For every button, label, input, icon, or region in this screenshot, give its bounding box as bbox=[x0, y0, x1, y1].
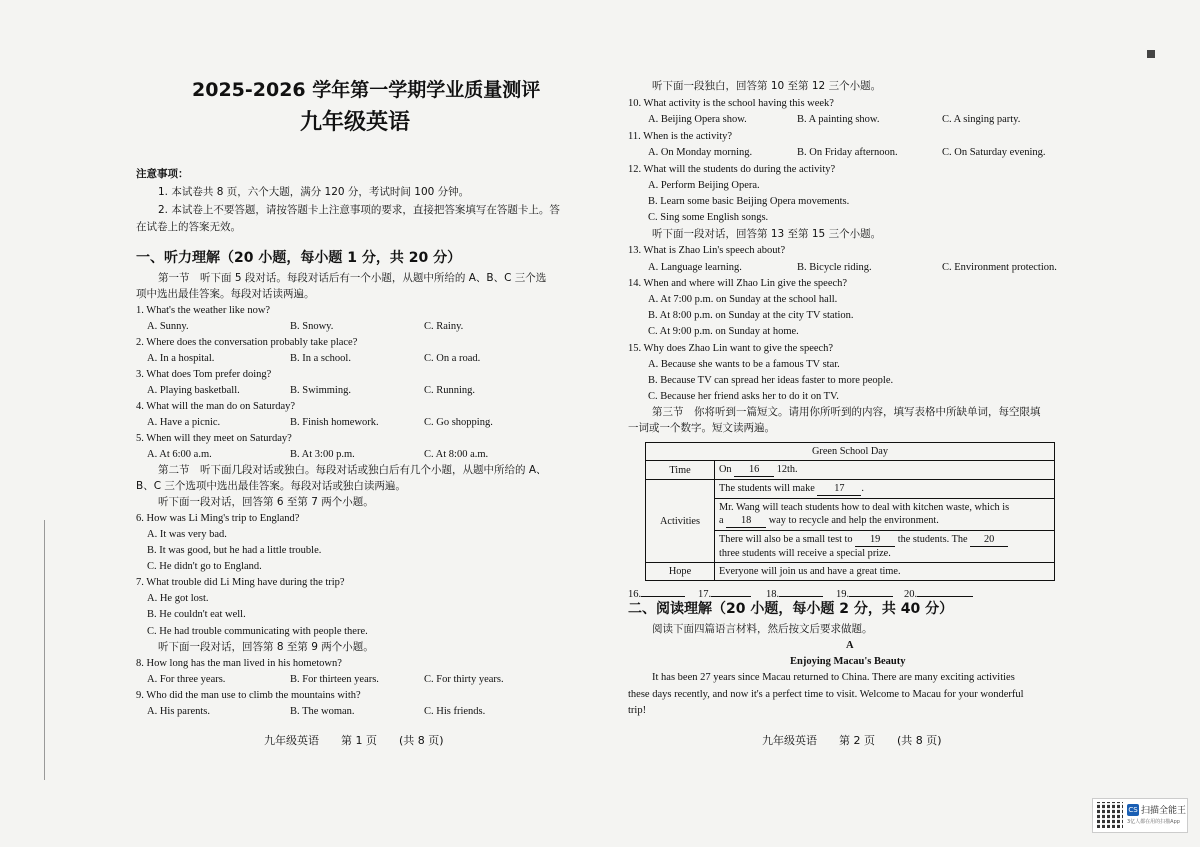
q14-option-b: B. At 8:00 p.m. on Sunday at the city TV station. bbox=[648, 310, 854, 321]
q15-option-b: B. Because TV can spread her ideas faster to more people. bbox=[648, 375, 894, 386]
activity-1-text: The students will make bbox=[719, 483, 815, 494]
page-1-footer: 九年级英语 第 1 页 (共 8 页) bbox=[264, 734, 444, 747]
part-3-instruction-b: 一词或一个数字。短文读两遍。 bbox=[628, 422, 775, 434]
answer-blank-19: 19. bbox=[836, 586, 893, 601]
notice-title: 注意事项： bbox=[136, 168, 189, 180]
activity-1-end: . bbox=[861, 483, 864, 494]
q8-option-b: B. For thirteen years. bbox=[290, 674, 379, 685]
exam-subject: 九年级英语 bbox=[300, 110, 411, 135]
exam-title: 2025-2026 学年第一学期学业质量测评 bbox=[192, 79, 541, 101]
q3-option-a: A. Playing basketball. bbox=[147, 385, 240, 396]
q15-option-a: A. Because she wants to be a famous TV star. bbox=[648, 359, 840, 370]
blank-16: 16 bbox=[734, 463, 774, 477]
q13-option-c: C. Environment protection. bbox=[942, 262, 1057, 273]
section-2-heading: 二、阅读理解（20 小题，每小题 2 分，共 40 分） bbox=[628, 601, 954, 617]
instruction-q10-q12: 听下面一段独白，回答第 10 至第 12 三个小题。 bbox=[652, 80, 882, 92]
activity-3-line-1 bbox=[719, 533, 1050, 547]
notice-2b: 在试卷上的答案无效。 bbox=[136, 221, 241, 233]
q15-option-c: C. Because her friend asks her to do it on TV. bbox=[648, 391, 839, 402]
q7-option-b: B. He couldn't eat well. bbox=[147, 609, 246, 620]
answer-blank-16: 16. bbox=[628, 586, 685, 601]
q5-option-c: C. At 8:00 a.m. bbox=[424, 449, 489, 460]
q11-option-a: A. On Monday morning. bbox=[648, 147, 753, 158]
table-time-cell bbox=[715, 461, 1055, 480]
instruction-q6-q7: 听下面一段对话，回答第 6 至第 7 两个小题。 bbox=[158, 496, 374, 508]
table-activity-3 bbox=[715, 531, 1055, 563]
question-13: 13. What is Zhao Lin's speech about? bbox=[628, 245, 786, 256]
instruction-q13-q15: 听下面一段对话，回答第 13 至第 15 三个小题。 bbox=[652, 228, 882, 240]
answer-blank-20: 20. bbox=[904, 586, 973, 601]
question-5: 5. When will they meet on Saturday? bbox=[136, 433, 292, 444]
reading-instruction: 阅读下面四篇语言材料，然后按文后要求做题。 bbox=[652, 623, 873, 635]
activity-2-prefix: a bbox=[719, 515, 724, 526]
activity-3-line-2: three students will receive a special prize. bbox=[719, 548, 891, 559]
blank-18: 18 bbox=[726, 514, 766, 528]
table-label-time: Time bbox=[646, 461, 715, 480]
qr-code-overlay bbox=[1097, 802, 1123, 828]
q10-option-a: A. Beijing Opera show. bbox=[648, 114, 747, 125]
question-9: 9. Who did the man use to climb the mountains with? bbox=[136, 690, 361, 701]
q2-option-c: C. On a road. bbox=[424, 353, 481, 364]
question-10: 10. What activity is the school having this week? bbox=[628, 98, 834, 109]
time-prefix: On bbox=[719, 464, 732, 475]
q9-option-b: B. The woman. bbox=[290, 706, 355, 717]
green-school-day-table bbox=[645, 442, 1055, 581]
q5-option-b: B. At 3:00 p.m. bbox=[290, 449, 355, 460]
question-2: 2. Where does the conversation probably take place? bbox=[136, 337, 358, 348]
question-15: 15. Why does Zhao Lin want to give the speech? bbox=[628, 343, 834, 354]
part-1-instruction-b: 项中选出最佳答案。每段对话读两遍。 bbox=[136, 288, 315, 300]
q12-option-a: A. Perform Beijing Opera. bbox=[648, 180, 760, 191]
answer-blank-17: 17. bbox=[698, 586, 751, 601]
q13-option-a: A. Language learning. bbox=[648, 262, 742, 273]
q8-option-a: A. For three years. bbox=[147, 674, 226, 685]
notice-2a: 2. 本试卷上不要答题，请按答题卡上注意事项的要求，直接把答案填写在答题卡上。答 bbox=[158, 204, 560, 216]
q2-option-a: A. In a hospital. bbox=[147, 353, 215, 364]
part-3-instruction-a: 第三节 你将听到一篇短文。请用你所听到的内容，填写表格中所缺单词，每空限填 bbox=[652, 406, 1041, 418]
q4-option-a: A. Have a picnic. bbox=[147, 417, 221, 428]
question-6: 6. How was Li Ming's trip to England? bbox=[136, 513, 300, 524]
notice-1: 1. 本试卷共 8 页，六个大题，满分 120 分，考试时间 100 分钟。 bbox=[158, 186, 470, 198]
part-2-instruction-b: B、C 三个选项中选出最佳答案。每段对话或独白读两遍。 bbox=[136, 480, 406, 492]
camscanner-logo-icon: CS bbox=[1128, 806, 1138, 814]
q11-option-b: B. On Friday afternoon. bbox=[797, 147, 898, 158]
question-7: 7. What trouble did Li Ming have during the trip? bbox=[136, 577, 345, 588]
table-title: Green School Day bbox=[646, 443, 1055, 461]
q3-option-c: C. Running. bbox=[424, 385, 476, 396]
question-1: 1. What's the weather like now? bbox=[136, 305, 271, 316]
activity-2-suffix: way to recycle and help the environment. bbox=[768, 515, 939, 526]
q1-option-b: B. Snowy. bbox=[290, 321, 334, 332]
blank-17: 17 bbox=[817, 482, 861, 496]
table-label-hope: Hope bbox=[646, 563, 715, 581]
q9-option-a: A. His parents. bbox=[147, 706, 210, 717]
scanner-app-tagline: 3亿人都在用的扫描App bbox=[1127, 819, 1180, 825]
question-12: 12. What will the students do during the activity? bbox=[628, 164, 836, 175]
q12-option-b: B. Learn some basic Beijing Opera movements. bbox=[648, 196, 850, 207]
question-4: 4. What will the man do on Saturday? bbox=[136, 401, 296, 412]
q6-option-c: C. He didn't go to England. bbox=[147, 561, 262, 572]
q10-option-b: B. A painting show. bbox=[797, 114, 880, 125]
q14-option-a: A. At 7:00 p.m. on Sunday at the school hall. bbox=[648, 294, 838, 305]
passage-title: Enjoying Macau's Beauty bbox=[790, 656, 906, 667]
section-1-heading: 一、听力理解（20 小题，每小题 1 分，共 20 分） bbox=[136, 250, 462, 266]
passage-line-3: trip! bbox=[628, 705, 647, 716]
scanner-app-name: 扫描全能王 bbox=[1141, 806, 1187, 816]
q12-option-c: C. Sing some English songs. bbox=[648, 212, 769, 223]
question-3: 3. What does Tom prefer doing? bbox=[136, 369, 272, 380]
q3-option-b: B. Swimming. bbox=[290, 385, 351, 396]
blank-19: 19 bbox=[855, 533, 895, 547]
scanner-watermark bbox=[1092, 798, 1188, 833]
table-hope-text: Everyone will join us and have a great time. bbox=[715, 563, 1055, 581]
activity-2-line-1: Mr. Wang will teach students how to deal with kitchen waste, which is bbox=[719, 502, 1010, 513]
activity-3-middle: the students. The bbox=[897, 534, 968, 545]
page-2-footer: 九年级英语 第 2 页 (共 8 页) bbox=[762, 734, 942, 747]
activity-2-line-2 bbox=[719, 514, 1050, 528]
q7-option-c: C. He had trouble communicating with people there. bbox=[147, 626, 368, 637]
q6-option-a: A. It was very bad. bbox=[147, 529, 227, 540]
question-14: 14. When and where will Zhao Lin give the speech? bbox=[628, 278, 848, 289]
time-suffix: 12th. bbox=[776, 464, 798, 475]
question-8: 8. How long has the man lived in his hometown? bbox=[136, 658, 342, 669]
instruction-q8-q9: 听下面一段对话，回答第 8 至第 9 两个小题。 bbox=[158, 641, 374, 653]
q8-option-c: C. For thirty years. bbox=[424, 674, 504, 685]
page-2 bbox=[600, 0, 1200, 847]
q14-option-c: C. At 9:00 p.m. on Sunday at home. bbox=[648, 326, 799, 337]
part-1-instruction-a: 第一节 听下面 5 段对话。每段对话后有一个小题，从题中所给的 A、B、C 三个选 bbox=[158, 272, 547, 284]
activity-3-prefix: There will also be a small test to bbox=[719, 534, 853, 545]
q4-option-c: C. Go shopping. bbox=[424, 417, 493, 428]
passage-line-2: these days recently, and now it's a perfect time to visit. Welcome to Macau for your wonderful bbox=[628, 689, 1024, 700]
table-label-activities: Activities bbox=[646, 480, 715, 563]
q6-option-b: B. It was good, but he had a little trouble. bbox=[147, 545, 322, 556]
q1-option-a: A. Sunny. bbox=[147, 321, 189, 332]
q9-option-c: C. His friends. bbox=[424, 706, 486, 717]
q13-option-b: B. Bicycle riding. bbox=[797, 262, 872, 273]
q11-option-c: C. On Saturday evening. bbox=[942, 147, 1046, 158]
passage-line-1: It has been 27 years since Macau returned to China. There are many exciting activities bbox=[652, 672, 1015, 683]
table-activity-1 bbox=[715, 480, 1055, 499]
blank-20: 20 bbox=[970, 533, 1008, 547]
part-2-instruction-a: 第二节 听下面几段对话或独白。每段对话或独白后有几个小题，从题中所给的 A、 bbox=[158, 464, 547, 476]
table-activity-2 bbox=[715, 499, 1055, 531]
passage-letter: A bbox=[846, 640, 854, 651]
q2-option-b: B. In a school. bbox=[290, 353, 351, 364]
q1-option-c: C. Rainy. bbox=[424, 321, 464, 332]
q7-option-a: A. He got lost. bbox=[147, 593, 209, 604]
q10-option-c: C. A singing party. bbox=[942, 114, 1021, 125]
answer-blank-18: 18. bbox=[766, 586, 823, 601]
q4-option-b: B. Finish homework. bbox=[290, 417, 379, 428]
question-11: 11. When is the activity? bbox=[628, 131, 733, 142]
q5-option-a: A. At 6:00 a.m. bbox=[147, 449, 212, 460]
